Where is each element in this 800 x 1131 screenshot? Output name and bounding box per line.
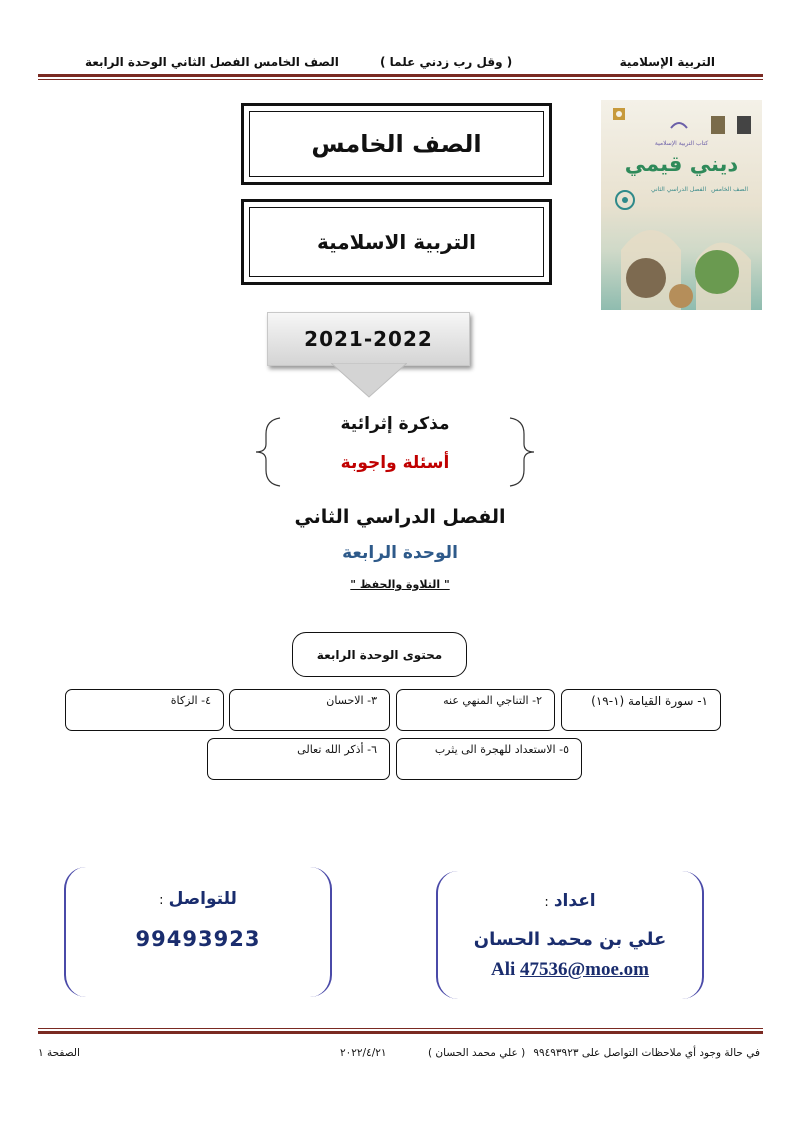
prepared-label: اعداد — [553, 891, 596, 911]
unit-content-title — [292, 632, 467, 677]
footer-note: في حالة وجود أي ملاحظات التواصل على ٩٩٤٩٣٩٢٣ — [533, 1047, 760, 1059]
cover-top-line: كتاب التربية الإسلامية — [654, 140, 709, 147]
list-item: ٦- أذكر الله تعالى — [207, 738, 390, 780]
list-item: ٣- الاحسان — [229, 689, 390, 731]
contact-label-row — [66, 889, 330, 909]
cover-title: ديني قيمي — [624, 152, 739, 176]
memo-title: مذكرة إثرائية — [340, 414, 450, 434]
cover-term: الفصل الدراسي الثاني — [651, 186, 707, 193]
cover-subtitle: الصف الخامس — [711, 186, 748, 193]
contact-label: للتواصل — [168, 889, 237, 909]
cover-art — [601, 100, 762, 310]
contact-box — [64, 867, 332, 997]
contact-phone: 99493923 — [135, 927, 261, 951]
year-banner — [267, 312, 470, 366]
footer-date: ٢٠٢٢/٤/٢١ — [340, 1047, 387, 1059]
unit-theme-text: " التلاوة والحفظ " — [350, 578, 450, 591]
list-item: ٤- الزكاة — [65, 689, 224, 731]
unit-title: الوحدة الرابعة — [342, 543, 458, 563]
list-item: ٢- التناجي المنهي عنه — [396, 689, 555, 731]
header-rule-thin — [38, 79, 763, 80]
list-item: ٥- الاستعداد للهجرة الى يثرب — [396, 738, 582, 780]
subject-title-box — [241, 199, 552, 285]
right-brace — [500, 416, 540, 488]
grade-title: الصف الخامس — [311, 130, 482, 158]
header-subject: التربية الإسلامية — [619, 55, 715, 69]
header-verse: ( وقل رب زدني علما ) — [380, 55, 513, 69]
header-rule — [38, 74, 763, 77]
prepared-name: علي بن محمد الحسان — [473, 929, 667, 950]
grade-title-box — [241, 103, 552, 185]
year-banner-arrow — [331, 363, 407, 399]
subject-title: التربية الاسلامية — [316, 230, 476, 254]
header-grade-unit: الصف الخامس الفصل الثاني الوحدة الرابعة — [85, 55, 339, 69]
prepared-colon: : — [544, 895, 549, 910]
footer-page-number: الصفحة ١ — [38, 1047, 80, 1059]
prepared-box — [436, 871, 704, 999]
semester-title: الفصل الدراسي الثاني — [294, 506, 506, 528]
footer-rule-thin — [38, 1028, 763, 1029]
prepared-email-link[interactable]: 47536@moe.om — [520, 959, 650, 980]
prepared-email — [438, 959, 702, 981]
memo-subtitle: أسئلة واجوبة — [340, 453, 450, 473]
prepared-email-prefix: Ali — [490, 959, 516, 980]
unit-content-title-text: محتوى الوحدة الرابعة — [316, 647, 443, 662]
prepared-label-row — [438, 891, 702, 911]
list-item: ١- سورة القيامة (١-١٩) — [561, 689, 721, 731]
year-text: 2021-2022 — [304, 327, 433, 351]
book-cover-image — [601, 100, 762, 310]
unit-theme — [250, 578, 550, 591]
footer-author: ( علي محمد الحسان ) — [428, 1047, 526, 1059]
left-brace — [252, 416, 292, 488]
contact-colon: : — [159, 893, 164, 908]
footer-rule — [38, 1031, 763, 1034]
